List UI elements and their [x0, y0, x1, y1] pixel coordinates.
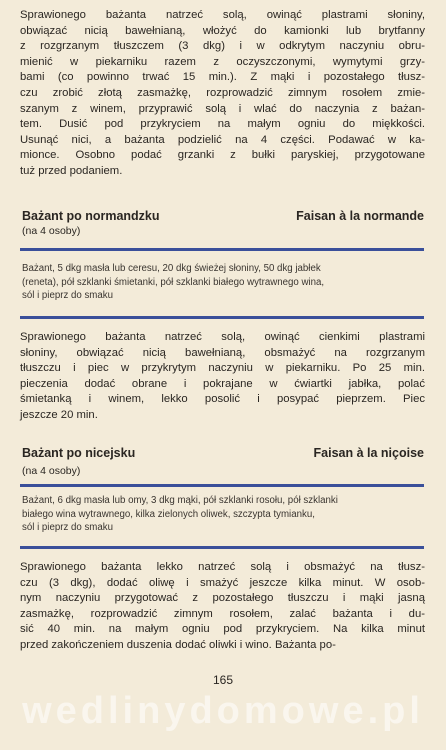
recipe-1-servings: (na 4 osoby) [22, 225, 81, 237]
ingredient-line: sól i pieprz do smaku [22, 522, 113, 533]
text-line: Usunąć nici, a bażanta podzielić na 4 części. Podawać w ka- [20, 133, 425, 146]
page-number: 165 [212, 673, 234, 687]
text-line: tuż przed podaniem. [20, 164, 123, 177]
divider-rule [20, 316, 424, 319]
text-line: z rozgrzanym tłuszczem (3 dkg) i w odkrytym naczyniu obru- [20, 40, 425, 53]
text-line: tłuszczu i piec w przykrytym naczyniu w piekarniku. Po 25 min. [20, 362, 425, 375]
recipe-1-title: Bażant po normandzku [22, 209, 160, 223]
divider-rule [20, 546, 424, 549]
intro-paragraph [20, 8, 425, 180]
watermark-text: wedlinydomowe.pl [22, 690, 424, 732]
text-line: jeszcze 20 min. [20, 408, 98, 421]
text-line: szanym z winem, przyprawić solą i wlać do naczynia z bażan- [20, 102, 425, 115]
text-line: przed zakończeniem duszenia dodać oliwki i wino. Bażanta po- [20, 638, 336, 651]
ingredient-line: białego wina wytrawnego, kilka zielonych oliwek, szczypta tymianku, [22, 508, 315, 520]
text-line: śmietanką i winem, lekko posolić i posypać pieprzem. Piec [20, 393, 425, 406]
recipe-1-header [22, 209, 424, 237]
text-line: sić 40 min. na małym ogniu pod przykryciem. Na kilka minut [20, 623, 425, 636]
recipe-1-ingredients [22, 262, 424, 303]
text-line: nym naczyniu przygotować z pozostałego tłuszczu i mąki jasną [20, 592, 425, 605]
recipe-1-title-fr: Faisan à la normande [296, 209, 424, 223]
recipe-2-title-fr: Faisan à la niçoise [313, 446, 424, 460]
text-line: zasmażkę, rozprowadzić zimnym rosołem, zalać bażanta i du- [20, 607, 425, 620]
text-line: tem. Dusić pod przykryciem na małym ogniu do miękkości. [20, 118, 425, 131]
divider-rule [20, 248, 424, 251]
text-line: czu zrobić złotą zasmażkę, rozprowadzić zimnym rosołem zmie- [20, 86, 425, 99]
text-line: czu (3 dkg), dodać oliwę i smażyć jeszcze kilka minut. W osob- [20, 576, 425, 589]
text-line: słoniny, obwiązać nicią bawełnianą, obsmażyć na rozgrzanym [20, 346, 425, 359]
text-line: mionce. Osobno podać grzanki z bułki paryskiej, przygotowane [20, 149, 425, 162]
text-line: Sprawionego bażanta natrzeć solą, owinąć cienkimi plastrami [20, 331, 425, 343]
text-line: Sprawionego bażanta natrzeć solą, owinąć plastrami słoniny, [20, 9, 425, 21]
recipe-2-ingredients [22, 494, 424, 535]
ingredient-line: sól i pieprz do smaku [22, 290, 113, 301]
text-line: Sprawionego bażanta lekko natrzeć solą i obsmażyć na tłusz- [20, 561, 425, 573]
ingredient-line: Bażant, 6 dkg masła lub omy, 3 dkg mąki, pół szklanki rosołu, pół szklanki [22, 495, 338, 506]
text-line: bami (co powinno trwać 15 min.). Z mąki i pozostałego tłusz- [20, 71, 425, 84]
recipe-2-header [22, 446, 424, 477]
ingredient-line: (reneta), pół szklanki śmietanki, pół szklanki białego wytrawnego wina, [22, 276, 325, 288]
text-line: obwiązać nicią bawełnianą, włożyć do kamionki lub brytfanny [20, 24, 425, 37]
recipe-2-servings: (na 4 osoby) [22, 465, 81, 477]
recipe-2-method [20, 560, 425, 654]
ingredient-line: Bażant, 5 dkg masła lub ceresu, 20 dkg świeżej słoniny, 50 dkg jabłek [22, 263, 321, 274]
text-line: pieczenia dodać obrane i pokrajane w ćwiartki jabłka, polać [20, 377, 425, 390]
divider-rule [20, 484, 424, 487]
text-line: mienić w piekarniku razem z oczyszczonymi, wymytymi grzy- [20, 55, 425, 68]
recipe-1-method [20, 330, 425, 424]
recipe-2-title: Bażant po nicejsku [22, 446, 136, 460]
